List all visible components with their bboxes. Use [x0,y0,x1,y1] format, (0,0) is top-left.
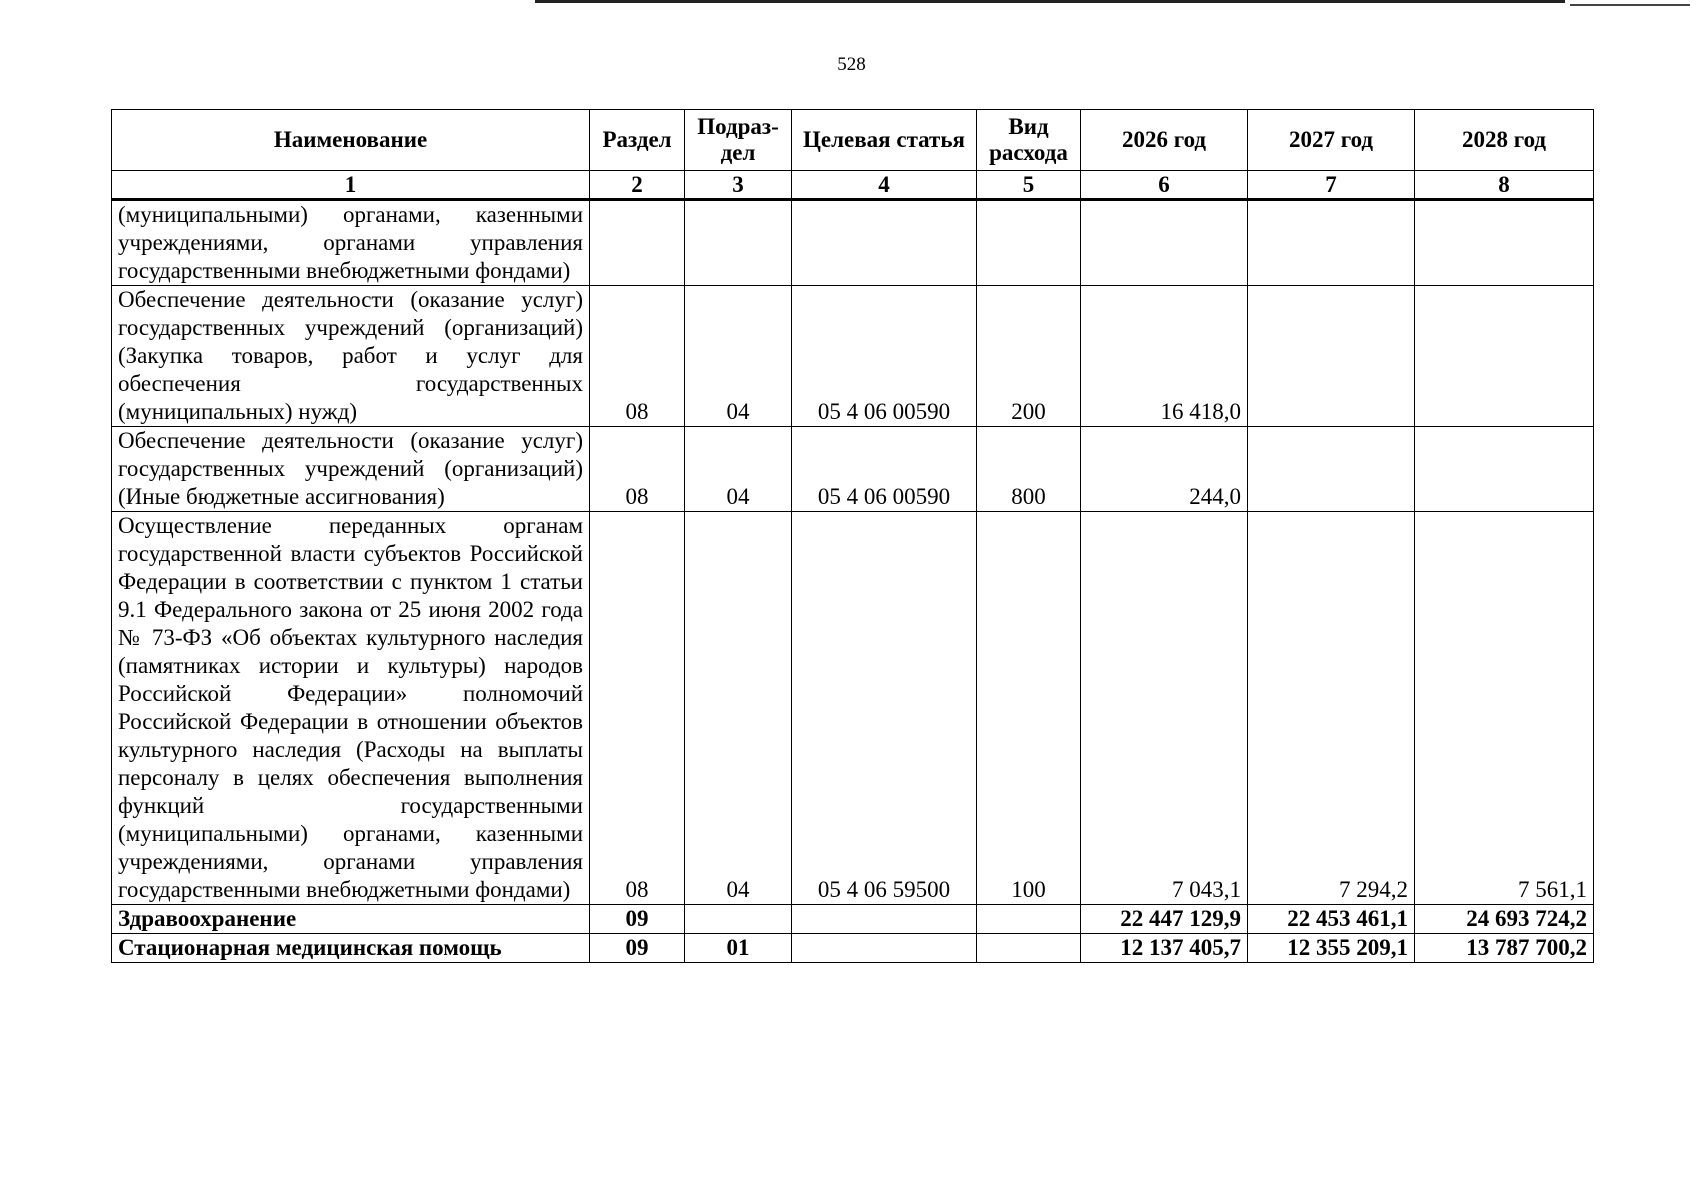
row-podrazdel: 01 [685,934,792,963]
column-number: 6 [1081,171,1248,200]
row-2028: 13 787 700,2 [1415,934,1594,963]
row-2028: 24 693 724,2 [1415,905,1594,934]
table-row-subsection [112,934,1594,963]
header-podrazdel: Подраз-дел [685,110,792,171]
header-vid: Вид расхода [977,110,1081,171]
row-2027: 7 294,2 [1248,512,1415,905]
row-vid [977,934,1081,963]
row-vid: 200 [977,286,1081,427]
table-row-section [112,905,1594,934]
table-row [112,200,1594,286]
row-razdel: 08 [590,512,685,905]
row-celevaya [792,200,977,286]
row-2026 [1081,200,1248,286]
column-number: 7 [1248,171,1415,200]
budget-table [111,109,1594,963]
row-2027 [1248,200,1415,286]
row-vid: 100 [977,512,1081,905]
row-razdel: 08 [590,286,685,427]
row-2026: 16 418,0 [1081,286,1248,427]
row-2028 [1415,286,1594,427]
header-name: Наименование [112,110,590,171]
row-podrazdel: 04 [685,427,792,512]
row-celevaya: 05 4 06 59500 [792,512,977,905]
row-celevaya: 05 4 06 00590 [792,427,977,512]
scan-top-rule-short [1570,4,1690,6]
row-2026: 7 043,1 [1081,512,1248,905]
table-row [112,286,1594,427]
header-2026: 2026 год [1081,110,1248,171]
row-2028 [1415,427,1594,512]
row-2026: 22 447 129,9 [1081,905,1248,934]
row-name: Обеспечение деятельности (оказание услуг) государственных учреждений (организаций) (Иные бюджетные ассигнования) [112,427,590,512]
row-podrazdel [685,200,792,286]
row-2027 [1248,427,1415,512]
row-vid: 800 [977,427,1081,512]
header-celevaya: Целевая статья [792,110,977,171]
row-podrazdel: 04 [685,286,792,427]
header-row [112,110,1594,171]
table-row [112,427,1594,512]
row-2028: 7 561,1 [1415,512,1594,905]
row-2026: 12 137 405,7 [1081,934,1248,963]
row-name: Осуществление переданных органам государственной власти субъектов Российской Федерации в соответствии с пунктом 1 статьи 9.1 Федерального закона от 25 июня 2002 года № 73-ФЗ «Об объектах культурного наследия (памятниках истории и культуры) народов Российской Федерации» полномочий Российской Федерации в отношении объектов культурного наследия (Расходы на выплаты персоналу в целях обеспечения выполнения функций государственными (муниципальными) органами, казенными учреждениями, органами управления государственными внебюджетными фондами) [112,512,590,905]
row-podrazdel [685,905,792,934]
row-name: Здравоохранение [112,905,590,934]
row-razdel [590,200,685,286]
header-2027: 2027 год [1248,110,1415,171]
row-razdel: 08 [590,427,685,512]
row-2027: 22 453 461,1 [1248,905,1415,934]
row-razdel: 09 [590,934,685,963]
row-vid [977,200,1081,286]
column-number: 5 [977,171,1081,200]
row-name: (муниципальными) органами, казенными учреждениями, органами управления государственными внебюджетными фондами) [112,200,590,286]
scan-top-rule [535,0,1565,3]
column-number: 2 [590,171,685,200]
row-2028 [1415,200,1594,286]
row-celevaya: 05 4 06 00590 [792,286,977,427]
row-name: Стационарная медицинская помощь [112,934,590,963]
page-number: 528 [837,54,866,75]
row-2027 [1248,286,1415,427]
row-celevaya [792,905,977,934]
row-razdel: 09 [590,905,685,934]
row-podrazdel: 04 [685,512,792,905]
column-number-row [112,171,1594,200]
row-vid [977,905,1081,934]
column-number: 4 [792,171,977,200]
row-2026: 244,0 [1081,427,1248,512]
column-number: 8 [1415,171,1594,200]
column-number: 1 [112,171,590,200]
table-row [112,512,1594,905]
row-name: Обеспечение деятельности (оказание услуг) государственных учреждений (организаций) (Закупка товаров, работ и услуг для обеспечения государственных (муниципальных) нужд) [112,286,590,427]
column-number: 3 [685,171,792,200]
row-celevaya [792,934,977,963]
header-2028: 2028 год [1415,110,1594,171]
row-2027: 12 355 209,1 [1248,934,1415,963]
header-razdel: Раздел [590,110,685,171]
